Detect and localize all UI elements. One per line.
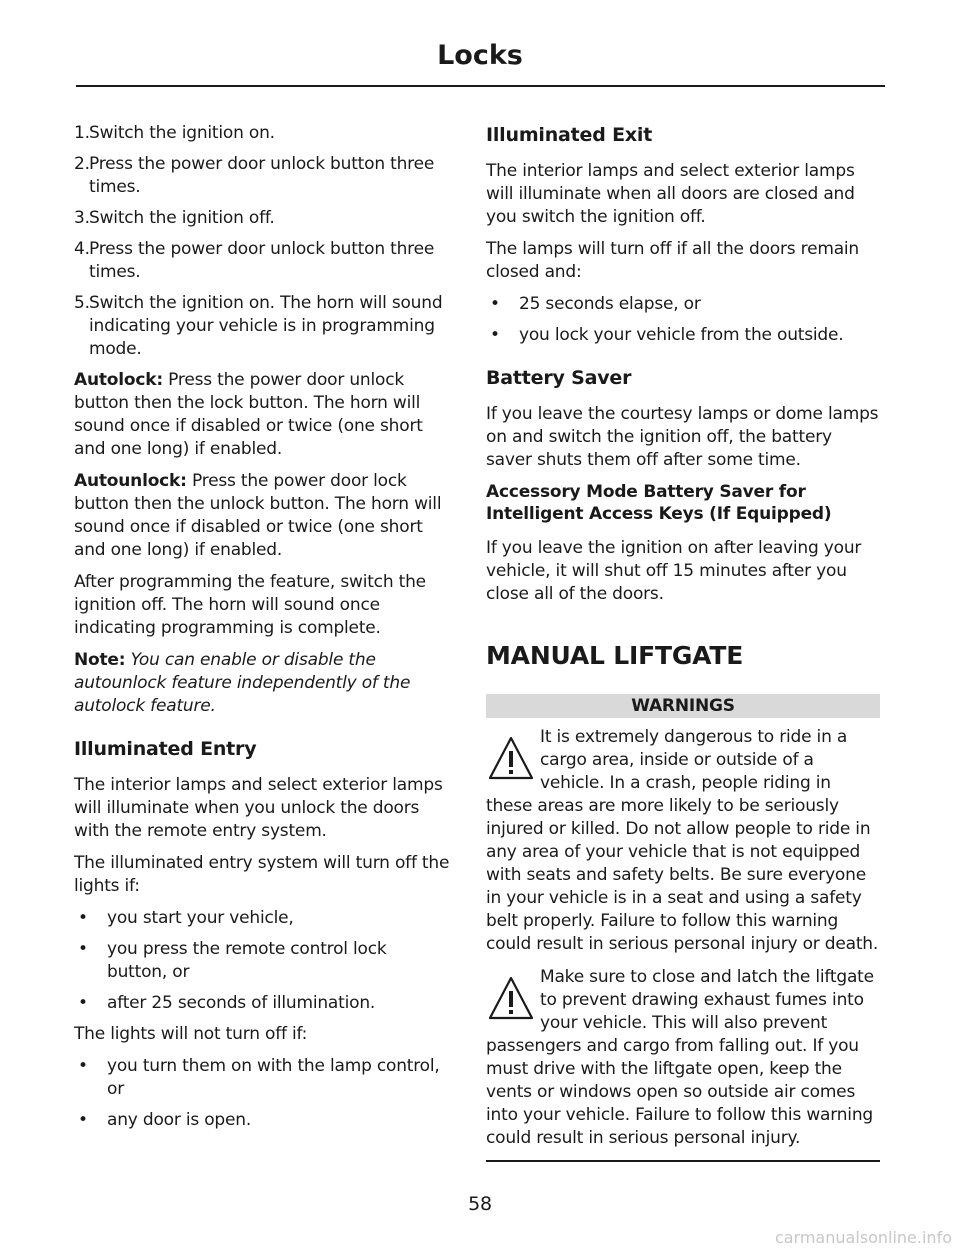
list-item bbox=[74, 292, 450, 361]
programming-steps bbox=[74, 122, 450, 361]
illuminated-exit-paragraph: The lamps will turn off if all the doors remain closed and: bbox=[486, 239, 860, 282]
warnings-banner: WARNINGS bbox=[486, 694, 880, 718]
step-number: 4. bbox=[74, 239, 90, 259]
bullet-text: you turn them on with the lamp control, or bbox=[107, 1056, 440, 1099]
bullet: • bbox=[78, 1056, 88, 1076]
page-number: 58 bbox=[468, 1193, 492, 1215]
bullet: • bbox=[78, 939, 88, 959]
bullet-text: you start your vehicle, bbox=[107, 908, 294, 928]
section-heading-battery-saver: Battery Saver bbox=[486, 367, 632, 389]
step-text: Switch the ignition on. The horn will sound indicating your vehicle is in programming mode. bbox=[89, 293, 443, 359]
step-number: 3. bbox=[74, 208, 90, 228]
warning-text: Make sure to close and latch the liftgate to prevent drawing exhaust fumes into your vehicle. This will also prevent passengers and cargo from falling out. If you must drive with the liftgate open, keep the vents or windows open so outside air comes into your vehicle. Failure to follow this warning could result in serious personal injury. bbox=[486, 967, 874, 1148]
step-number: 5. bbox=[74, 293, 90, 313]
warning-text: It is extremely dangerous to ride in a cargo area, inside or outside of a vehicle. In a crash, people riding in these areas are more likely to be seriously injured or killed. Do not allow people to ride in any area of your vehicle that is not equipped with seats and safety belts. Be sure everyone in your vehicle is in a seat and using a safety belt properly. Failure to follow this warning could result in serious personal injury or death. bbox=[486, 727, 879, 954]
bullet-text: you press the remote control lock button, or bbox=[107, 939, 387, 982]
note-paragraph bbox=[74, 649, 450, 718]
battery-saver-paragraph: If you leave the courtesy lamps or dome lamps on and switch the ignition off, the battery saver shuts them off after some time. bbox=[486, 404, 879, 470]
bullet-text: 25 seconds elapse, or bbox=[519, 294, 701, 314]
warning-block bbox=[486, 726, 880, 956]
warning-block bbox=[486, 966, 880, 1150]
list-item bbox=[74, 153, 450, 199]
autolock-text: Press the power door unlock button then the lock button. The horn will sound once if disabled or twice (one short and one long) if enabled. bbox=[74, 370, 423, 459]
bullet-text: after 25 seconds of illumination. bbox=[107, 993, 376, 1013]
subsection-heading-accessory-mode: Accessory Mode Battery Saver for Intelligent Access Keys (If Equipped) bbox=[486, 482, 832, 524]
illuminated-exit-paragraph: The interior lamps and select exterior lamps will illuminate when all doors are closed and you switch the ignition off. bbox=[486, 161, 855, 227]
warning-triangle-icon bbox=[486, 974, 536, 1022]
step-text: Switch the ignition off. bbox=[89, 208, 275, 228]
bullet: • bbox=[78, 908, 88, 928]
step-text: Press the power door unlock button three times. bbox=[89, 239, 435, 282]
right-column bbox=[486, 122, 880, 1162]
warnings-end-divider bbox=[486, 1160, 880, 1162]
step-text: Switch the ignition on. bbox=[89, 123, 275, 143]
bullet: • bbox=[490, 325, 500, 345]
bullet-text: any door is open. bbox=[107, 1110, 252, 1130]
illuminated-entry-paragraph: The lights will not turn off if: bbox=[74, 1024, 308, 1044]
page-title: Locks bbox=[437, 40, 523, 71]
step-text: Press the power door unlock button three times. bbox=[89, 154, 435, 197]
list-item bbox=[74, 992, 450, 1015]
battery-saver-paragraph: If you leave the ignition on after leaving your vehicle, it will shut off 15 minutes after you close all of the doors. bbox=[486, 538, 862, 604]
list-item bbox=[74, 207, 450, 230]
bullet: • bbox=[490, 294, 500, 314]
warning-triangle-icon bbox=[486, 734, 536, 782]
list-item bbox=[74, 1055, 450, 1101]
illuminated-entry-paragraph: The illuminated entry system will turn off the lights if: bbox=[74, 853, 450, 896]
bullet: • bbox=[78, 1110, 88, 1130]
list-item bbox=[74, 938, 450, 984]
list-item bbox=[486, 293, 880, 316]
step-number: 2. bbox=[74, 154, 90, 174]
step-number: 1. bbox=[74, 123, 90, 143]
note-label: Note: bbox=[74, 650, 126, 670]
list-item bbox=[74, 122, 450, 145]
autounlock-paragraph bbox=[74, 470, 450, 562]
note-text: You can enable or disable the autounlock feature independently of the autolock feature. bbox=[74, 650, 411, 716]
list-item bbox=[74, 238, 450, 284]
bullet-text: you lock your vehicle from the outside. bbox=[519, 325, 844, 345]
list-item bbox=[74, 1109, 450, 1132]
autolock-paragraph bbox=[74, 369, 450, 461]
autolock-label: Autolock: bbox=[74, 370, 163, 390]
section-heading-manual-liftgate: MANUAL LIFTGATE bbox=[486, 641, 744, 670]
header-divider bbox=[76, 85, 885, 87]
autounlock-text: Press the power door lock button then the unlock button. The horn will sound once if disabled or twice (one short and one long) if enabled. bbox=[74, 471, 442, 560]
illuminated-entry-paragraph: The interior lamps and select exterior lamps will illuminate when you unlock the doors with the remote entry system. bbox=[74, 775, 443, 841]
watermark: carmanualsonline.info bbox=[774, 1228, 952, 1247]
list-item bbox=[486, 324, 880, 347]
autounlock-label: Autounlock: bbox=[74, 471, 187, 491]
section-heading-illuminated-exit: Illuminated Exit bbox=[486, 124, 653, 146]
section-heading-illuminated-entry: Illuminated Entry bbox=[74, 738, 257, 760]
after-programming-paragraph: After programming the feature, switch the ignition off. The horn will sound once indicating programming is complete. bbox=[74, 572, 426, 638]
bullet: • bbox=[78, 993, 88, 1013]
left-column bbox=[74, 122, 450, 1140]
list-item bbox=[74, 907, 450, 930]
